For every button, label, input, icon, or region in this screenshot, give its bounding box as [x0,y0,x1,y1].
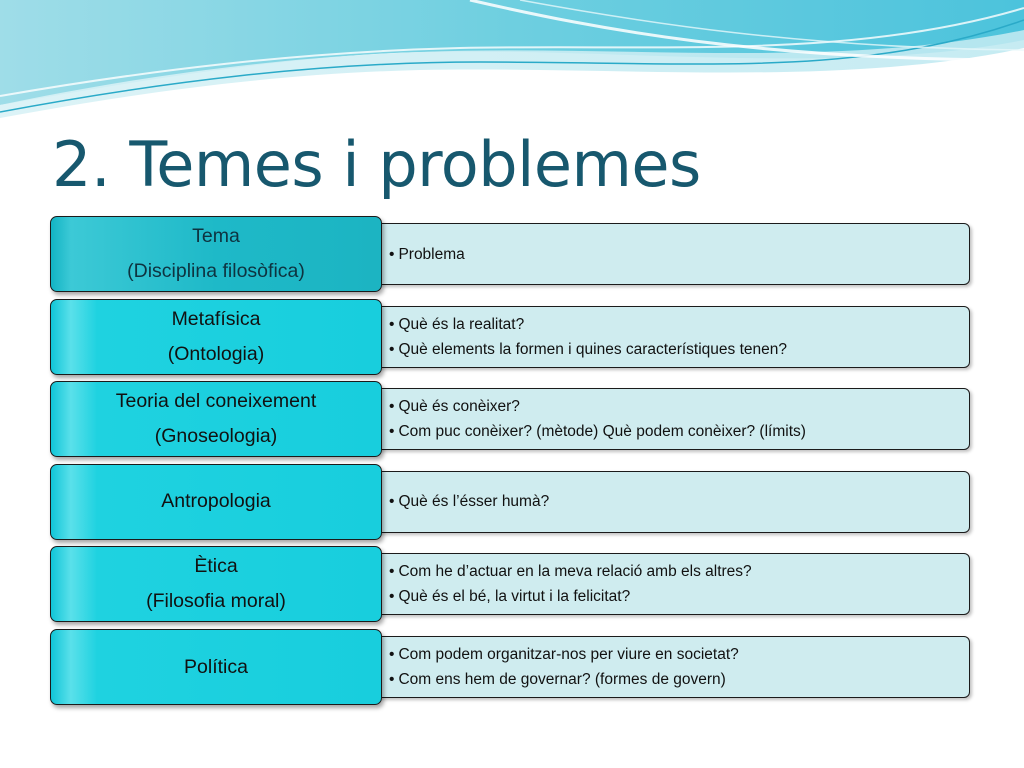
bullet-marker: • [389,315,395,333]
topic-box [50,464,382,540]
problem-bullet [389,419,969,444]
problem-box [350,223,970,285]
problem-text: Què és conèixer? [398,398,520,416]
topic-label: (Ontologia) [167,342,265,365]
topic-box [50,299,382,375]
problem-text: Què és l’ésser humà? [398,493,550,511]
problem-box [350,636,970,698]
topic-label: Teoria del coneixement [115,390,317,413]
bullet-marker: • [389,398,395,416]
bullet-marker: • [389,245,395,263]
diagram-row [50,629,974,711]
diagram-row [50,299,974,381]
topic-box [50,381,382,457]
diagram-row [50,546,974,628]
bullet-marker: • [389,563,395,581]
topic-label: (Filosofia moral) [146,590,286,613]
diagram-row [50,464,974,546]
topic-label: Metafísica [171,307,261,330]
problem-text: Com puc conèixer? (mètode) Què podem conèixer? (límits) [398,423,806,441]
topic-label: (Gnoseologia) [154,425,278,448]
problem-bullet [389,242,969,267]
problem-bullet [389,667,969,692]
problem-bullet [389,337,969,362]
problem-bullet [389,642,969,667]
bullet-marker: • [389,646,395,663]
topic-label: Política [184,655,248,678]
problem-bullet [389,489,969,514]
problem-text: Com he d’actuar en la meva relació amb els altres? [398,563,752,581]
problem-box [350,553,970,615]
problem-bullet [389,394,969,419]
diagram-row [50,216,974,298]
problem-bullet [389,559,969,584]
topic-label: Antropologia [161,490,271,513]
problem-text: Què és el bé, la virtut i la felicitat? [398,588,631,606]
slide-title: 2. Temes i problemes [52,128,701,201]
problem-text: Què elements la formen i quines característiques tenen? [398,340,788,358]
topic-box [50,629,382,705]
topic-label: (Disciplina filosòfica) [127,260,305,282]
problem-box [350,471,970,533]
header-topic-box [50,216,382,292]
topic-label: Ètica [194,555,238,578]
problem-bullet [389,584,969,609]
bullet-marker: • [389,671,395,688]
bullet-marker: • [389,493,395,511]
problem-text: Què és la realitat? [398,315,525,333]
problem-box [350,388,970,450]
problem-bullet [389,312,969,337]
problem-text: Com podem organitzar-nos per viure en societat? [398,646,739,663]
bullet-marker: • [389,423,395,441]
topic-label: Tema [192,225,240,247]
problem-box [350,306,970,368]
topic-box [50,546,382,622]
bullet-marker: • [389,588,395,606]
problem-text: Problema [398,245,465,263]
bullet-marker: • [389,340,395,358]
diagram-row [50,381,974,463]
problem-text: Com ens hem de governar? (formes de govern) [398,671,726,688]
